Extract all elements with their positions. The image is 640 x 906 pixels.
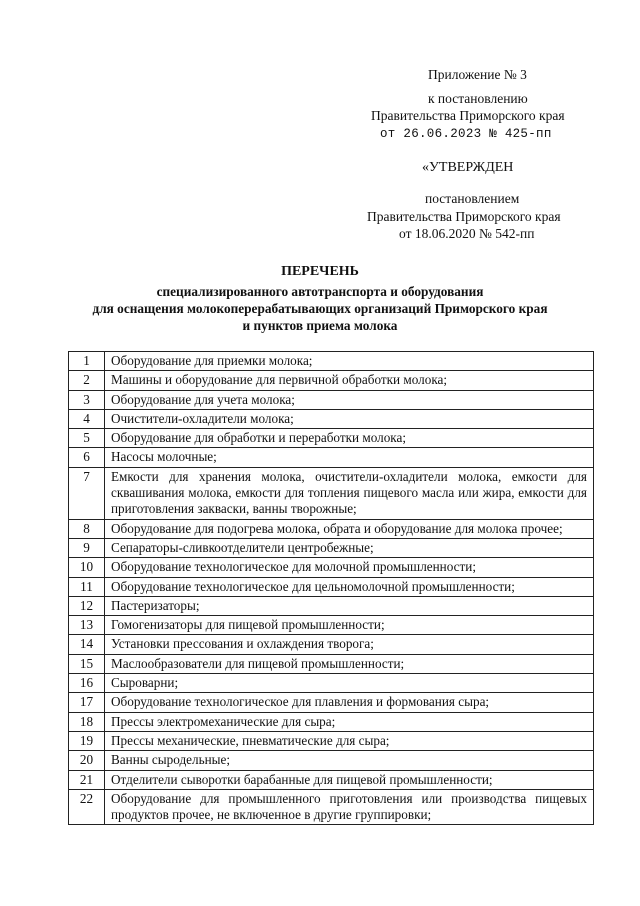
item-number: 1 bbox=[69, 352, 105, 371]
item-number: 8 bbox=[69, 519, 105, 538]
item-text: Очистители-охладители молока; bbox=[105, 409, 594, 428]
item-text: Насосы молочные; bbox=[105, 448, 594, 467]
item-number: 19 bbox=[69, 731, 105, 750]
item-text: Оборудование для приемки молока; bbox=[105, 352, 594, 371]
item-number: 10 bbox=[69, 558, 105, 577]
table-row bbox=[69, 538, 594, 557]
item-number: 7 bbox=[69, 467, 105, 519]
item-number: 5 bbox=[69, 429, 105, 448]
table-row bbox=[69, 577, 594, 596]
table-row bbox=[69, 616, 594, 635]
table-row bbox=[69, 448, 594, 467]
item-text: Машины и оборудование для первичной обработки молока; bbox=[105, 371, 594, 390]
item-number: 11 bbox=[69, 577, 105, 596]
title-line-3: и пунктов приема молока bbox=[242, 318, 398, 333]
table-row bbox=[69, 635, 594, 654]
item-text: Прессы электромеханические для сыра; bbox=[105, 712, 594, 731]
approved-by-resolution: постановлением bbox=[425, 191, 520, 206]
table-row bbox=[69, 371, 594, 390]
table-row bbox=[69, 751, 594, 770]
item-text: Пастеризаторы; bbox=[105, 596, 594, 615]
item-number: 14 bbox=[69, 635, 105, 654]
appendix-government: Правительства Приморского края bbox=[371, 108, 565, 123]
item-number: 18 bbox=[69, 712, 105, 731]
item-number: 4 bbox=[69, 409, 105, 428]
item-text: Установки прессования и охлаждения творога; bbox=[105, 635, 594, 654]
item-text: Оборудование для обработки и переработки молока; bbox=[105, 429, 594, 448]
table-row bbox=[69, 390, 594, 409]
item-number: 20 bbox=[69, 751, 105, 770]
table-row bbox=[69, 712, 594, 731]
appendix-number: Приложение № 3 bbox=[428, 67, 527, 82]
table-row bbox=[69, 654, 594, 673]
table-row bbox=[69, 467, 594, 519]
approved-date-number: от 18.06.2020 № 542-пп bbox=[399, 226, 535, 241]
appendix-date-number: от 26.06.2023 № 425-пп bbox=[380, 127, 552, 141]
table-row bbox=[69, 693, 594, 712]
item-number: 3 bbox=[69, 390, 105, 409]
item-text: Оборудование для промышленного приготовления или производства пищевых продуктов прочее, не включенное в другие группировки; bbox=[105, 789, 594, 825]
item-number: 21 bbox=[69, 770, 105, 789]
approved-government: Правительства Приморского края bbox=[367, 209, 561, 224]
item-number: 15 bbox=[69, 654, 105, 673]
item-text: Ванны сыродельные; bbox=[105, 751, 594, 770]
table-row bbox=[69, 596, 594, 615]
item-number: 17 bbox=[69, 693, 105, 712]
item-number: 22 bbox=[69, 789, 105, 825]
item-text: Емкости для хранения молока, очистители-охладители молока, емкости для сквашивания молока, емкости для топления пищевого масла или жира, емкости для приготовления закваски, ванны творожные; bbox=[105, 467, 594, 519]
table-row bbox=[69, 789, 594, 825]
table-row bbox=[69, 558, 594, 577]
item-text: Оборудование для учета молока; bbox=[105, 390, 594, 409]
item-number: 6 bbox=[69, 448, 105, 467]
table-row bbox=[69, 731, 594, 750]
item-text: Оборудование технологическое для цельномолочной промышленности; bbox=[105, 577, 594, 596]
title-line-2: для оснащения молокоперерабатывающих организаций Приморского края bbox=[92, 301, 548, 316]
item-text: Сепараторы-сливкоотделители центробежные; bbox=[105, 538, 594, 557]
appendix-to-resolution: к постановлению bbox=[428, 91, 528, 106]
item-number: 12 bbox=[69, 596, 105, 615]
items-table bbox=[68, 351, 594, 825]
table-row bbox=[69, 519, 594, 538]
title-heading: ПЕРЕЧЕНЬ bbox=[281, 264, 359, 279]
item-number: 13 bbox=[69, 616, 105, 635]
table-row bbox=[69, 352, 594, 371]
item-text: Гомогенизаторы для пищевой промышленности; bbox=[105, 616, 594, 635]
table-row bbox=[69, 409, 594, 428]
item-text: Прессы механические, пневматические для сыра; bbox=[105, 731, 594, 750]
item-text: Оборудование для подогрева молока, обрата и оборудование для молока прочее; bbox=[105, 519, 594, 538]
item-text: Сыроварни; bbox=[105, 674, 594, 693]
item-number: 2 bbox=[69, 371, 105, 390]
item-text: Оборудование технологическое для плавления и формования сыра; bbox=[105, 693, 594, 712]
title-line-1: специализированного автотранспорта и оборудования bbox=[156, 284, 484, 299]
items-table-body bbox=[69, 352, 594, 825]
item-text: Отделители сыворотки барабанные для пищевой промышленности; bbox=[105, 770, 594, 789]
item-number: 16 bbox=[69, 674, 105, 693]
table-row bbox=[69, 770, 594, 789]
approved-label: «УТВЕРЖДЕН bbox=[422, 160, 514, 175]
item-number: 9 bbox=[69, 538, 105, 557]
item-text: Маслообразователи для пищевой промышленности; bbox=[105, 654, 594, 673]
item-text: Оборудование технологическое для молочной промышленности; bbox=[105, 558, 594, 577]
table-row bbox=[69, 429, 594, 448]
table-row bbox=[69, 674, 594, 693]
